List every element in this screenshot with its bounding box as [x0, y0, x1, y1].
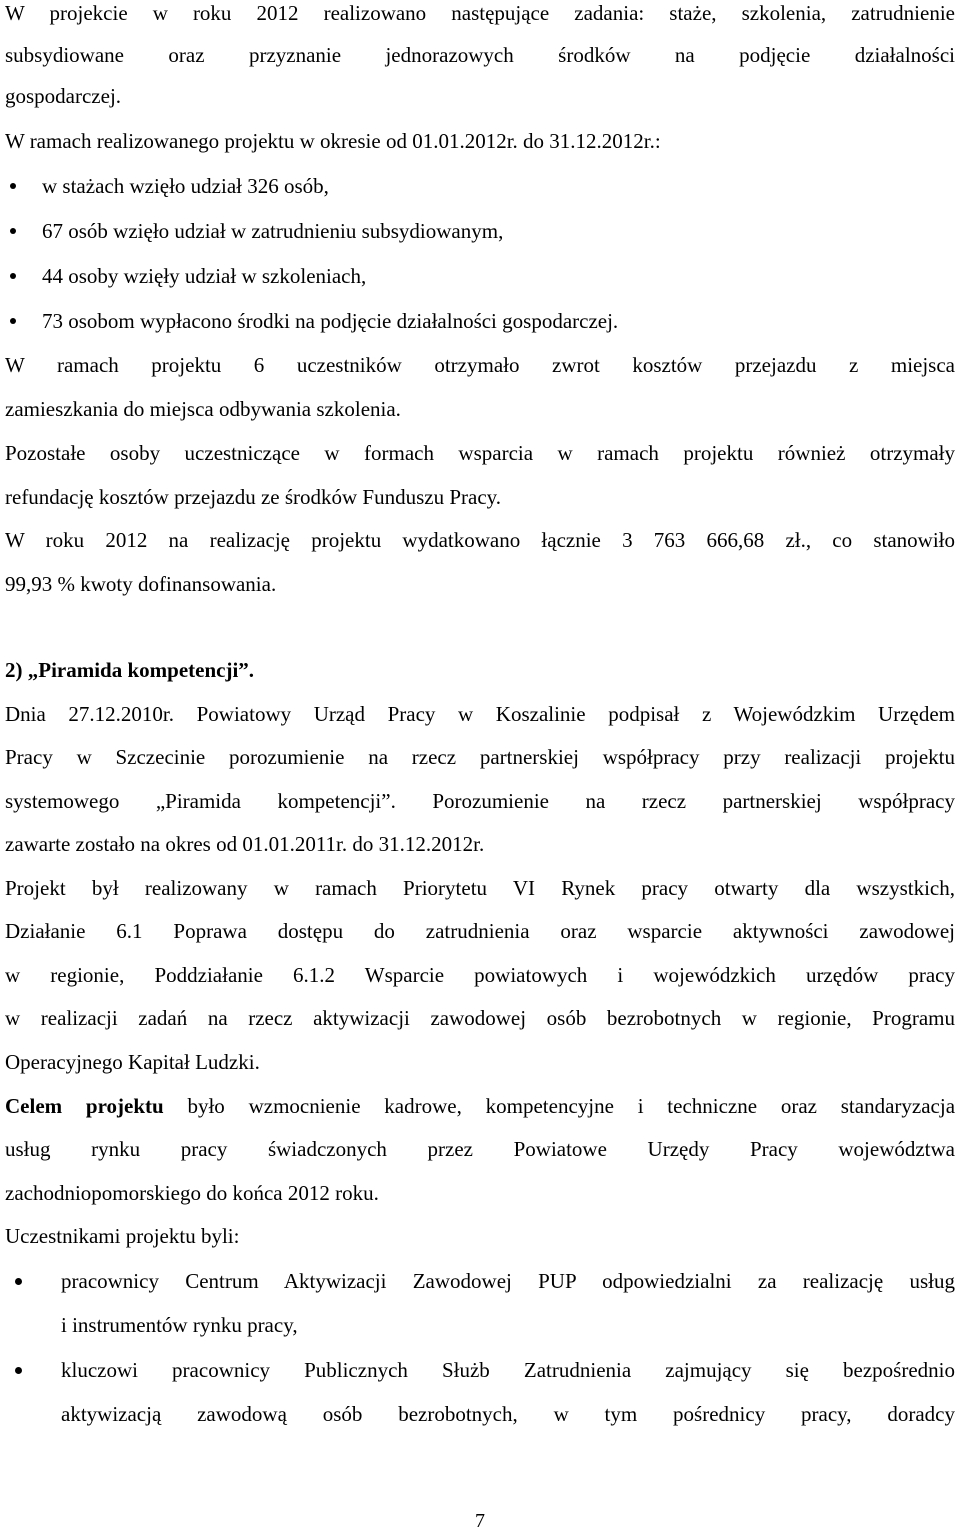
bullet-icon	[0, 1266, 30, 1296]
text-line: Operacyjnego Kapitał Ludzki.	[5, 1050, 260, 1074]
text-line: 99,93 % kwoty dofinansowania.	[5, 572, 277, 596]
text-line: usług rynku pracy świadczonych przez Powiatowe Urzędy Pracy województwa	[5, 1137, 955, 1161]
text-line: w realizacji zadań na rzecz aktywizacji zawodowej osób bezrobotnych w regionie, Programu	[5, 1006, 955, 1030]
text-line: zawarte zostało na okres od 01.01.2011r. do 31.12.2012r.	[5, 832, 485, 856]
list-item: w stażach wzięło udział 326 osób,	[42, 174, 329, 198]
bullet-icon	[0, 261, 20, 291]
text-line: W ramach realizowanego projektu w okresie od 01.01.2012r. do 31.12.2012r.:	[5, 129, 661, 153]
bullet-icon	[0, 171, 20, 201]
text-line: Działanie 6.1 Poprawa dostępu do zatrudnienia oraz wsparcie aktywności zawodowej	[5, 919, 955, 943]
text-line: W projekcie w roku 2012 realizowano następujące zadania: staże, szkolenia, zatrudnienie	[5, 1, 955, 25]
text-line: Uczestnikami projektu byli:	[5, 1224, 240, 1248]
list-item: 44 osoby wzięły udział w szkoleniach,	[42, 264, 367, 288]
text-line: W ramach projektu 6 uczestników otrzymało zwrot kosztów przejazdu z miejsca	[5, 353, 955, 377]
goal-text: było wzmocnienie kadrowe, kompetencyjne i techniczne oraz standaryzacja	[163, 1094, 955, 1118]
list-item-continuation: aktywizacją zawodową osób bezrobotnych, w tym pośrednicy pracy, doradcy	[61, 1402, 955, 1426]
list-item: kluczowi pracownicy Publicznych Służb Zatrudnienia zajmujący się bezpośrednio	[61, 1358, 955, 1382]
text-line: systemowego „Piramida kompetencji”. Porozumienie na rzecz partnerskiej współpracy	[5, 789, 955, 813]
text-line: W roku 2012 na realizację projektu wydatkowano łącznie 3 763 666,68 zł., co stanowiło	[5, 528, 955, 552]
text-line: zachodniopomorskiego do końca 2012 roku.	[5, 1181, 379, 1205]
text-line: w regionie, Poddziałanie 6.1.2 Wsparcie powiatowych i wojewódzkich urzędów pracy	[5, 963, 955, 987]
bullet-icon	[0, 1355, 30, 1385]
list-item: 67 osób wzięło udział w zatrudnieniu subsydiowanym,	[42, 219, 504, 243]
list-item: pracownicy Centrum Aktywizacji Zawodowej PUP odpowiedzialni za realizację usług	[61, 1269, 955, 1293]
bullet-icon	[0, 216, 20, 246]
goal-label: Celem projektu	[5, 1094, 164, 1118]
text-line: Dnia 27.12.2010r. Powiatowy Urząd Pracy w Koszalinie podpisał z Wojewódzkim Urzędem	[5, 702, 955, 726]
page-number: 7	[475, 1510, 485, 1532]
text-line: zamieszkania do miejsca odbywania szkolenia.	[5, 397, 401, 421]
text-line	[5, 1091, 955, 1121]
section-heading: 2) „Piramida kompetencji”.	[5, 658, 255, 682]
text-line: Projekt był realizowany w ramach Priorytetu VI Rynek pracy otwarty dla wszystkich,	[5, 876, 955, 900]
text-line: refundację kosztów przejazdu ze środków Funduszu Pracy.	[5, 485, 502, 509]
list-item-continuation: i instrumentów rynku pracy,	[61, 1313, 298, 1337]
list-item: 73 osobom wypłacono środki na podjęcie działalności gospodarczej.	[42, 309, 619, 333]
text-line: gospodarczej.	[5, 84, 122, 108]
bullet-icon	[0, 306, 20, 336]
text-line: Pozostałe osoby uczestniczące w formach wsparcia w ramach projektu również otrzymały	[5, 441, 955, 465]
text-line: subsydiowane oraz przyznanie jednorazowych środków na podjęcie działalności	[5, 43, 955, 67]
text-line: Pracy w Szczecinie porozumienie na rzecz partnerskiej współpracy przy realizacji projektu	[5, 745, 955, 769]
